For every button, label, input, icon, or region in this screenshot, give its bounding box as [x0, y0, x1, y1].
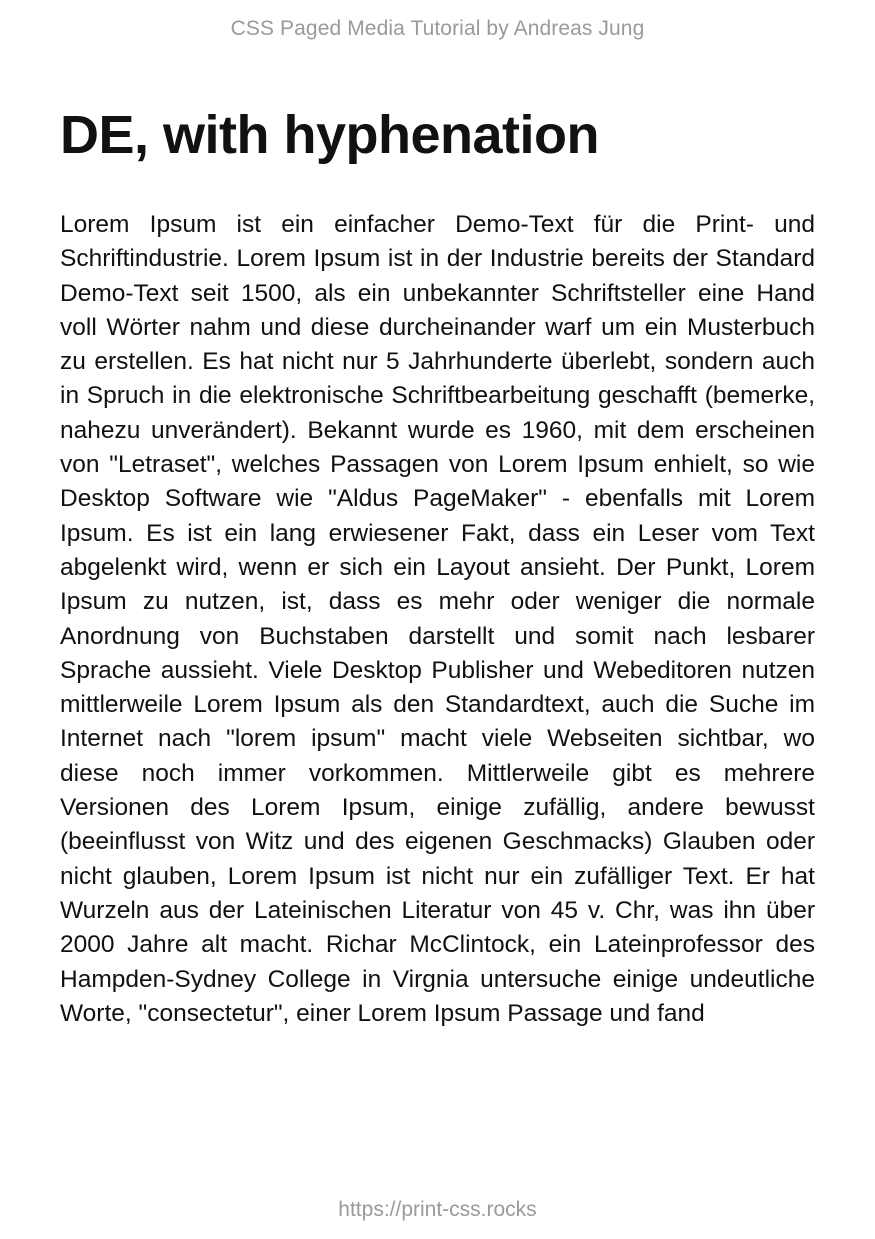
running-header: CSS Paged Media Tutorial by Andreas Jung [230, 17, 645, 40]
body-paragraph: Lorem Ipsum ist ein einfacher Demo-Text für die Print- und Schriftindustrie. Lorem Ipsum ist in der Industrie bereits der Standard Demo-Text seit 1500, als ein unbekannter Schriftsteller eine Hand voll Wörter nahm und diese durcheinander warf um ein Musterbuch zu erstellen. Es hat nicht nur 5 Jahrhunderte überlebt, sondern auch in Spruch in die elektronische Schriftbearbeitung geschafft (bemerke, nahezu unverändert). Bekannt wurde es 1960, mit dem erscheinen von "Letraset", welches Passagen von Lorem Ipsum enhielt, so wie Desktop Software wie "Aldus PageMaker" - ebenfalls mit Lorem Ipsum. Es ist ein lang erwiesener Fakt, dass ein Leser vom Text abgelenkt wird, wenn er sich ein Layout ansieht. Der Punkt, Lorem Ipsum zu nutzen, ist, dass es mehr oder weniger die normale Anordnung von Buchstaben darstellt und somit nach lesbarer Sprache aussieht. Viele Desktop Publisher und Webeditoren nutzen mittlerweile Lorem Ipsum als den Standardtext, auch die Suche im Internet nach "lorem ipsum" macht viele Webseiten sichtbar, wo diese noch immer vorkommen. Mittlerweile gibt es mehrere Versionen des Lorem Ipsum, einige zufällig, andere bewusst (beeinflusst von Witz und des eigenen Geschmacks) Glauben oder nicht glauben, Lorem Ipsum ist nicht nur ein zufälliger Text. Er hat Wurzeln aus der Lateinischen Literatur von 45 v. Chr, was ihn über 2000 Jahre alt macht. Richar McClintock, ein Lateinprofessor des Hampden-Sydney College in Virgnia untersuche einige undeutliche Worte, "consectetur", einer Lorem Ipsum Passage und fand [60, 211, 815, 1027]
footer-url: https://print-css.rocks [338, 1198, 537, 1221]
page-title: DE, with hyphenation [60, 105, 599, 165]
